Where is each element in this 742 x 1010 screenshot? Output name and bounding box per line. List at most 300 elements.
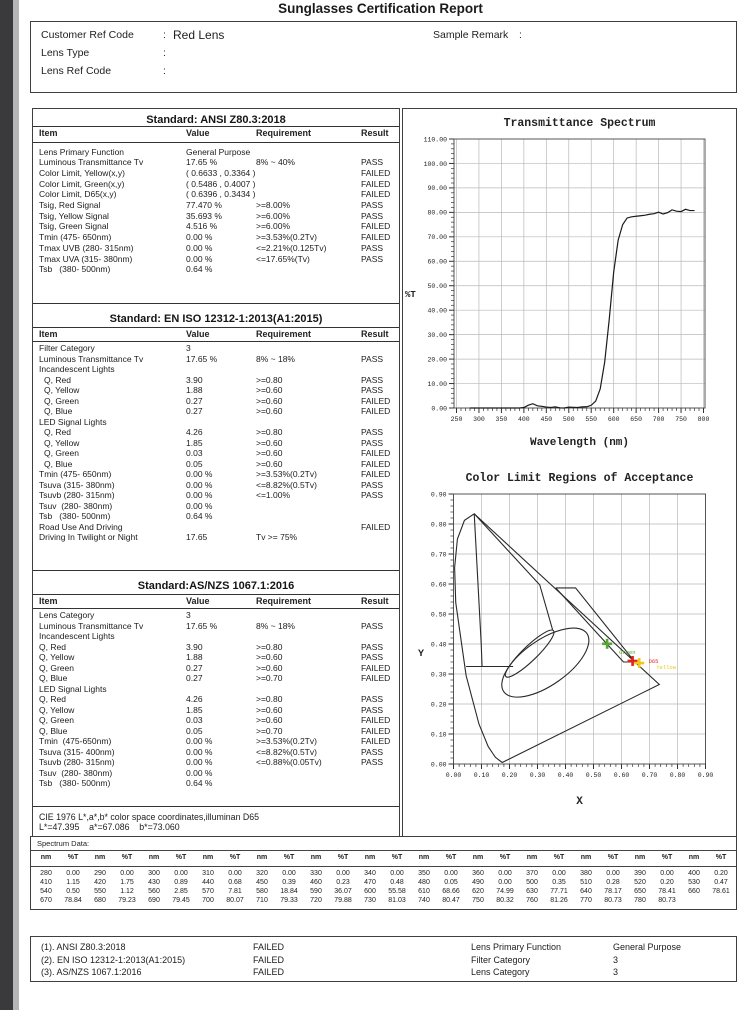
svg-text:80.00: 80.00: [427, 209, 447, 217]
nm-value: 680: [94, 897, 106, 904]
nm-value: 760: [526, 897, 538, 904]
row-result: FAILED: [361, 221, 391, 232]
svg-text:Green: Green: [619, 648, 636, 656]
svg-text:0.70: 0.70: [430, 551, 447, 559]
row-item: Tmax UVA (315- 380nm): [39, 253, 133, 264]
row-requirement: >=0.60: [256, 395, 283, 406]
page-title: Sunglasses Certification Report: [278, 1, 483, 16]
svg-text:100.00: 100.00: [423, 160, 447, 168]
svg-text:D65: D65: [648, 657, 659, 665]
col-nm: nm: [688, 854, 700, 861]
t-value: 79.23: [118, 897, 136, 904]
nm-value: 370: [526, 870, 538, 877]
t-value: 80.32: [496, 897, 514, 904]
row-requirement: <=2.21%(0.125Tv): [256, 242, 327, 253]
sample-info-box: [30, 21, 737, 93]
t-value: 55.58: [388, 888, 406, 895]
customer-ref-value: Red Lens: [173, 28, 225, 42]
svg-text:0.00: 0.00: [445, 772, 462, 779]
svg-text:90.00: 90.00: [427, 185, 447, 193]
t-value: 0.00: [228, 870, 242, 877]
nm-value: 510: [580, 879, 592, 886]
nm-value: 740: [418, 897, 430, 904]
t-value: 0.50: [66, 888, 80, 895]
row-result: FAILED: [361, 232, 391, 243]
t-value: 0.00: [498, 870, 512, 877]
row-value: 0.00 %: [186, 232, 213, 243]
nm-value: 410: [40, 879, 52, 886]
col-t: %T: [445, 854, 457, 861]
nm-value: 300: [148, 870, 160, 877]
svg-text:0.20: 0.20: [501, 772, 518, 779]
col-t: %T: [607, 854, 619, 861]
col-t: %T: [337, 854, 349, 861]
svg-text:Y: Y: [418, 649, 425, 660]
col-nm: nm: [580, 854, 592, 861]
row-requirement: >=8.00%: [256, 200, 291, 210]
row-requirement: >=0.60: [256, 448, 283, 458]
row-value: 0.27: [186, 395, 203, 406]
row-value: 0.27: [186, 673, 203, 683]
row-requirement: >=3.53%(0.2Tv): [256, 469, 317, 479]
row-value: 0.03: [186, 448, 203, 458]
row-item: LED Signal Lights: [39, 416, 107, 427]
column-header: Result: [361, 128, 389, 138]
svg-text:10.00: 10.00: [427, 380, 447, 388]
t-value: 36.07: [334, 888, 352, 895]
row-item: Road Use And Driving: [39, 521, 123, 532]
t-value: 79.88: [334, 897, 352, 904]
row-result: FAILED: [361, 458, 391, 469]
standard-section: [33, 303, 399, 570]
nm-value: 650: [634, 888, 646, 895]
row-requirement: >=3.53%(0.2Tv): [256, 232, 317, 243]
nm-value: 470: [364, 879, 376, 886]
col-nm: nm: [256, 854, 268, 861]
row-value: 0.00 %: [186, 242, 213, 253]
svg-text:0.40: 0.40: [557, 772, 574, 779]
column-header: Requirement: [256, 596, 312, 606]
col-t: %T: [391, 854, 403, 861]
row-value: ( 0.5486 , 0.4007 ): [186, 178, 256, 189]
svg-text:750: 750: [675, 416, 687, 423]
summary-standard: (1). ANSI Z80.3:2018: [41, 942, 126, 952]
row-result: PASS: [361, 374, 384, 385]
nm-value: 390: [634, 870, 646, 877]
standard-heading: Standard: ANSI Z80.3:2018: [146, 114, 286, 126]
lens-type-label: Lens Type: [41, 47, 90, 59]
row-value: 0.27: [186, 406, 203, 416]
row-requirement: >=0.80: [256, 694, 283, 704]
row-result: PASS: [361, 704, 384, 715]
nm-value: 530: [688, 879, 700, 886]
lens-type-colon: :: [163, 47, 166, 59]
row-result: PASS: [361, 620, 384, 631]
row-result: FAILED: [361, 736, 391, 746]
svg-text:0.30: 0.30: [430, 671, 447, 679]
row-result: PASS: [361, 694, 384, 704]
sample-remark-colon: :: [519, 29, 522, 41]
row-item: Q, Green: [39, 662, 74, 673]
col-nm: nm: [526, 854, 538, 861]
svg-text:450: 450: [540, 416, 553, 423]
svg-text:0.40: 0.40: [430, 641, 447, 649]
row-result: FAILED: [361, 178, 391, 189]
row-result: PASS: [361, 253, 384, 264]
row-result: PASS: [361, 427, 384, 437]
row-item: Q, Blue: [44, 406, 73, 416]
row-requirement: <=0.88%(0.05Tv): [256, 757, 322, 767]
t-value: 68.66: [442, 888, 460, 895]
row-item: Tmin (475- 650nm): [39, 232, 112, 243]
col-nm: nm: [202, 854, 214, 861]
svg-text:600: 600: [607, 416, 620, 423]
summary-value: 3: [613, 954, 619, 965]
row-value: 77.470 %: [186, 200, 222, 210]
nm-value: 600: [364, 888, 376, 895]
svg-text:0.10: 0.10: [473, 772, 490, 779]
row-item: Driving In Twilight or Night: [39, 532, 138, 542]
t-value: 0.89: [174, 879, 188, 886]
svg-text:0.30: 0.30: [529, 772, 546, 779]
svg-text:30.00: 30.00: [427, 331, 447, 339]
row-value: 1.88: [186, 385, 203, 395]
svg-text:350: 350: [495, 416, 508, 423]
row-value: 0.00 %: [186, 253, 213, 264]
row-item: Q, Red: [39, 641, 66, 652]
t-value: 0.20: [714, 870, 728, 877]
nm-value: 430: [148, 879, 160, 886]
svg-text:Transmittance Spectrum: Transmittance Spectrum: [503, 117, 656, 130]
row-value: 3.90: [186, 641, 203, 652]
col-t: %T: [229, 854, 241, 861]
row-item: Tsuv (280- 380nm): [39, 500, 113, 511]
row-item: Q, Yellow: [44, 385, 80, 395]
col-nm: nm: [472, 854, 484, 861]
nm-value: 610: [418, 888, 430, 895]
row-item: Lens Primary Function: [39, 146, 125, 157]
row-result: FAILED: [361, 662, 391, 673]
row-value: 35.693 %: [186, 210, 222, 221]
svg-text:Yellow: Yellow: [656, 664, 677, 672]
row-result: FAILED: [361, 406, 391, 416]
t-value: 0.00: [120, 870, 134, 877]
nm-value: 280: [40, 870, 52, 877]
row-requirement: >=0.70: [256, 725, 283, 736]
t-value: 0.00: [498, 879, 512, 886]
svg-text:60.00: 60.00: [427, 258, 447, 266]
t-value: 0.00: [66, 870, 80, 877]
row-requirement: >=0.70: [256, 673, 283, 683]
t-value: 0.20: [660, 879, 674, 886]
t-value: 1.12: [120, 888, 134, 895]
row-value: 0.64 %: [186, 511, 213, 521]
svg-text:0.90: 0.90: [430, 491, 447, 499]
t-value: 18.84: [280, 888, 298, 895]
standard-section: [33, 570, 399, 846]
svg-text:110.00: 110.00: [423, 136, 447, 144]
summary-label: Filter Category: [471, 954, 531, 965]
summary-label: Lens Category: [471, 967, 530, 977]
row-value: 0.64 %: [186, 264, 213, 275]
summary-box: [30, 936, 737, 982]
row-result: PASS: [361, 757, 384, 767]
nm-value: 670: [40, 897, 52, 904]
t-value: 78.84: [64, 897, 82, 904]
standard-heading: Standard: EN ISO 12312-1:2013(A1:2015): [109, 313, 323, 325]
t-value: 0.23: [336, 879, 350, 886]
row-item: Q, Blue: [39, 725, 68, 736]
row-result: PASS: [361, 652, 384, 662]
col-nm: nm: [40, 854, 52, 861]
row-value: 0.27: [186, 662, 203, 673]
viewer-edge-dark: [0, 0, 13, 1010]
svg-text:0.00: 0.00: [430, 761, 447, 769]
row-value: 0.64 %: [186, 778, 213, 788]
t-value: 81.26: [550, 897, 568, 904]
standard-section: [33, 109, 399, 303]
row-result: FAILED: [361, 189, 391, 200]
col-t: %T: [67, 854, 79, 861]
transmittance-spectrum-chart: [402, 108, 737, 458]
summary-value: 3: [613, 967, 619, 977]
nm-value: 540: [40, 888, 52, 895]
row-result: FAILED: [361, 725, 391, 736]
col-nm: nm: [634, 854, 646, 861]
standard-heading: Standard:AS/NZS 1067.1:2016: [137, 580, 295, 592]
t-value: 0.00: [660, 870, 674, 877]
nm-value: 560: [148, 888, 160, 895]
col-t: %T: [175, 854, 187, 861]
summary-result: FAILED: [253, 942, 285, 952]
row-requirement: <=8.82%(0.5Tv): [256, 479, 317, 490]
row-item: Tsuvb (280- 315nm): [39, 757, 115, 767]
lens-ref-label: Lens Ref Code: [41, 65, 112, 77]
t-value: 1.15: [66, 879, 80, 886]
t-value: 78.61: [712, 888, 730, 895]
row-result: FAILED: [361, 167, 391, 178]
column-header: Item: [39, 596, 58, 606]
svg-text:40.00: 40.00: [427, 307, 447, 315]
row-result: FAILED: [361, 469, 391, 479]
row-item: Q, Yellow: [39, 652, 75, 662]
nm-value: 440: [202, 879, 214, 886]
column-header: Item: [39, 329, 58, 339]
svg-text:0.90: 0.90: [697, 772, 714, 779]
row-item: Color Limit, Green(x,y): [39, 178, 125, 189]
svg-text:800: 800: [697, 416, 710, 423]
column-header: Value: [186, 596, 210, 606]
row-result: FAILED: [361, 715, 391, 725]
svg-text:0.60: 0.60: [613, 772, 630, 779]
row-item: Q, Red: [39, 694, 66, 704]
row-requirement: >=0.80: [256, 374, 283, 385]
t-value: 79.45: [172, 897, 190, 904]
row-value: 0.00 %: [186, 746, 213, 757]
nm-value: 720: [310, 897, 322, 904]
row-value: 17.65: [186, 532, 208, 542]
nm-value: 310: [202, 870, 214, 877]
nm-value: 550: [94, 888, 106, 895]
row-requirement: >=0.60: [256, 662, 283, 673]
nm-value: 580: [256, 888, 268, 895]
column-header: Result: [361, 329, 389, 339]
row-item: Lens Category: [39, 610, 95, 620]
nm-value: 620: [472, 888, 484, 895]
row-value: 17.65 %: [186, 620, 218, 631]
row-item: Tsuva (315- 380nm): [39, 479, 115, 490]
col-t: %T: [661, 854, 673, 861]
t-value: 0.00: [282, 870, 296, 877]
row-item: Luminous Transmittance Tv: [39, 620, 144, 631]
spectrum-data-row: [33, 888, 735, 895]
t-value: 0.47: [714, 879, 728, 886]
summary-label: Lens Primary Function: [471, 942, 562, 952]
nm-value: 750: [472, 897, 484, 904]
svg-text:0.00: 0.00: [431, 405, 447, 413]
nm-value: 490: [472, 879, 484, 886]
row-item: Q, Yellow: [44, 437, 80, 448]
row-value: 0.05: [186, 458, 203, 469]
row-value: 1.88: [186, 652, 203, 662]
row-requirement: >=6.00%: [256, 221, 291, 232]
row-value: 1.85: [186, 704, 203, 715]
row-item: Tsig, Green Signal: [39, 221, 109, 232]
row-value: 0.00 %: [186, 469, 213, 479]
nm-value: 700: [202, 897, 214, 904]
t-value: 0.00: [552, 870, 566, 877]
nm-value: 570: [202, 888, 214, 895]
nm-value: 590: [310, 888, 322, 895]
row-result: PASS: [361, 437, 384, 448]
column-header: Item: [39, 128, 58, 138]
svg-text:0.50: 0.50: [585, 772, 602, 779]
row-requirement: >=0.60: [256, 385, 283, 395]
row-result: PASS: [361, 200, 384, 210]
row-requirement: >=0.60: [256, 704, 283, 715]
svg-text:0.80: 0.80: [430, 521, 447, 529]
row-result: FAILED: [361, 395, 391, 406]
col-t: %T: [553, 854, 565, 861]
nm-value: 350: [418, 870, 430, 877]
t-value: 0.00: [444, 870, 458, 877]
nm-value: 340: [364, 870, 376, 877]
row-result: PASS: [361, 385, 384, 395]
column-header: Requirement: [256, 329, 312, 339]
column-header: Value: [186, 329, 210, 339]
row-requirement: >=6.00%: [256, 210, 291, 221]
row-requirement: >=0.60: [256, 406, 283, 416]
summary-result: FAILED: [253, 954, 285, 965]
row-requirement: >=3.53%(0.2Tv): [256, 736, 317, 746]
row-item: Q, Green: [39, 715, 74, 725]
svg-text:500: 500: [562, 416, 575, 423]
nm-value: 780: [634, 897, 646, 904]
svg-text:Color Limit Regions of Accepta: Color Limit Regions of Acceptance: [465, 472, 694, 485]
summary-result: FAILED: [253, 967, 285, 977]
spectrum-data-row: [33, 870, 735, 877]
row-item: Tsb (380- 500nm): [39, 511, 111, 521]
t-value: 80.73: [604, 897, 622, 904]
row-item: Q, Green: [44, 395, 79, 406]
nm-value: 770: [580, 897, 592, 904]
nm-value: 660: [688, 888, 700, 895]
t-value: 0.00: [606, 870, 620, 877]
row-value: 0.00 %: [186, 757, 213, 767]
t-value: 0.35: [552, 879, 566, 886]
t-value: 1.75: [120, 879, 134, 886]
col-t: %T: [283, 854, 295, 861]
row-item: Q, Yellow: [39, 704, 75, 715]
nm-value: 420: [94, 879, 106, 886]
nm-value: 380: [580, 870, 592, 877]
row-requirement: >=0.60: [256, 458, 283, 469]
column-header: Result: [361, 596, 389, 606]
col-nm: nm: [364, 854, 376, 861]
row-item: Q, Red: [44, 374, 71, 385]
col-nm: nm: [148, 854, 160, 861]
spectrum-data-box: [30, 836, 737, 910]
row-value: 4.26: [186, 427, 203, 437]
row-item: Tsig, Red Signal: [39, 200, 101, 210]
row-item: Tsb (380- 500nm): [39, 778, 111, 788]
row-requirement: 8% ~ 40%: [256, 157, 295, 168]
row-item: Tsuv (280- 380nm): [39, 767, 113, 778]
t-value: 0.05: [444, 879, 458, 886]
row-item: Tmin (475-650nm): [39, 736, 112, 746]
t-value: 0.00: [336, 870, 350, 877]
svg-text:0.80: 0.80: [669, 772, 686, 779]
row-value: 0.00 %: [186, 736, 213, 746]
row-value: 1.85: [186, 437, 203, 448]
row-value: 0.00 %: [186, 767, 213, 778]
row-value: 0.00 %: [186, 500, 213, 511]
row-requirement: >=0.80: [256, 641, 283, 652]
row-value: 4.516 %: [186, 221, 218, 232]
summary-standard: (3). AS/NZS 1067.1:2016: [41, 967, 142, 977]
t-value: 78.17: [604, 888, 622, 895]
svg-text:70.00: 70.00: [427, 234, 447, 242]
row-requirement: >=0.60: [256, 437, 283, 448]
row-result: PASS: [361, 157, 384, 168]
t-value: 0.00: [390, 870, 404, 877]
nm-value: 320: [256, 870, 268, 877]
row-value: 3: [186, 610, 191, 620]
row-requirement: <=17.65%(Tv): [256, 253, 310, 264]
row-result: PASS: [361, 353, 384, 364]
row-item: Tsuva (315- 400nm): [39, 746, 115, 757]
svg-text:0.20: 0.20: [430, 701, 447, 709]
cie-note-line2: L*=47.395 a*=67.086 b*=73.060: [39, 822, 180, 832]
row-requirement: >=0.80: [256, 427, 283, 437]
row-result: FAILED: [361, 448, 391, 458]
summary-value: General Purpose: [613, 942, 682, 952]
row-value: 0.05: [186, 725, 203, 736]
t-value: 0.28: [606, 879, 620, 886]
row-requirement: >=0.60: [256, 652, 283, 662]
row-value: General Purpose: [186, 146, 251, 157]
t-value: 7.81: [228, 888, 242, 895]
row-requirement: 8% ~ 18%: [256, 620, 295, 631]
row-item: Tsuvb (280- 315nm): [39, 490, 115, 500]
svg-text:300: 300: [473, 416, 485, 423]
row-value: ( 0.6396 , 0.3434 ): [186, 189, 256, 200]
nm-value: 330: [310, 870, 322, 877]
nm-value: 460: [310, 879, 322, 886]
t-value: 80.73: [658, 897, 676, 904]
row-item: Q, Blue: [39, 673, 68, 683]
t-value: 0.68: [228, 879, 242, 886]
